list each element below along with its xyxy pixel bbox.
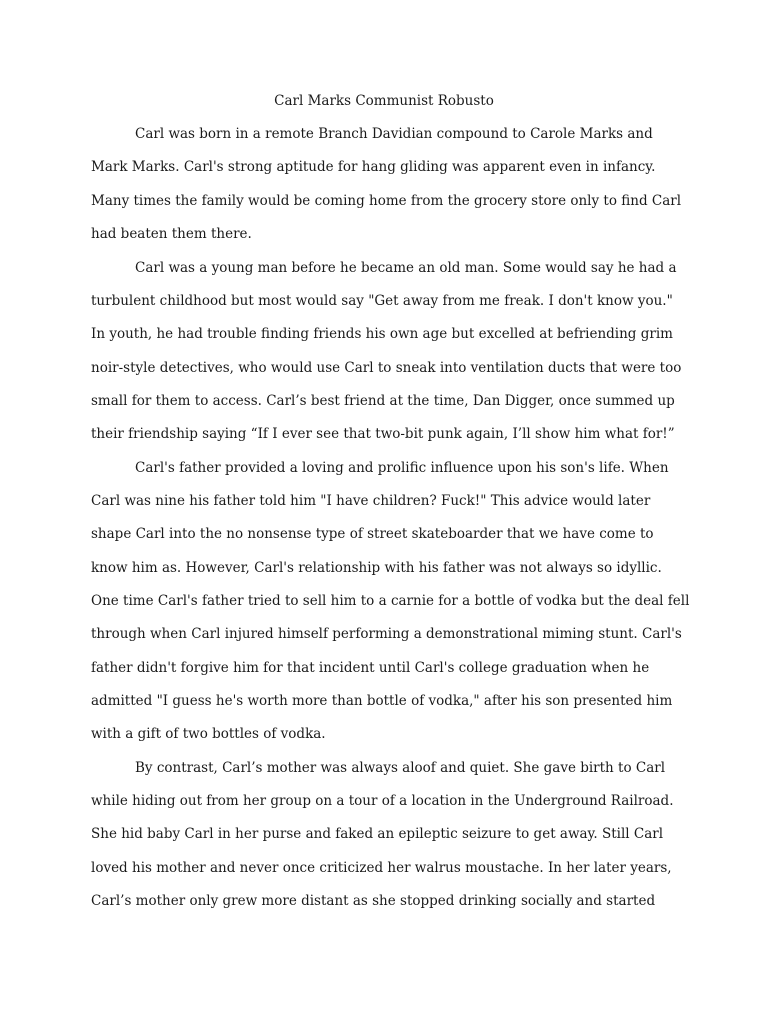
paragraph-line: Carl was nine his father told him "I have children? Fuck!" This advice would later: [91, 493, 651, 509]
paragraph-line: through when Carl injured himself performing a demonstrational miming stunt. Carl's: [91, 626, 682, 642]
paragraph-line: had beaten them there.: [91, 226, 252, 242]
paragraph-line: small for them to access. Carl’s best friend at the time, Dan Digger, once summed up: [91, 393, 675, 409]
paragraph-line: Mark Marks. Carl's strong aptitude for hang gliding was apparent even in infancy.: [91, 159, 656, 175]
paragraph-line: with a gift of two bottles of vodka.: [91, 726, 326, 742]
paragraph-line: know him as. However, Carl's relationship with his father was not always so idyllic.: [91, 560, 662, 576]
paragraph-line: Carl’s mother only grew more distant as she stopped drinking socially and started: [91, 893, 656, 909]
paragraph-line: father didn't forgive him for that incident until Carl's college graduation when he: [91, 660, 650, 676]
paragraph-line: Many times the family would be coming home from the grocery store only to find Carl: [91, 193, 682, 209]
paragraph-line: loved his mother and never once criticized her walrus moustache. In her later years,: [91, 860, 672, 876]
paragraph-line: In youth, he had trouble finding friends his own age but excelled at befriending grim: [91, 326, 673, 342]
paragraph-line: turbulent childhood but most would say "Get away from me freak. I don't know you.": [91, 293, 673, 309]
paragraph-line: shape Carl into the no nonsense type of street skateboarder that we have come to: [91, 526, 654, 542]
document-title: Carl Marks Communist Robusto: [274, 93, 494, 109]
paragraph-line: By contrast, Carl’s mother was always aloof and quiet. She gave birth to Carl: [135, 760, 666, 776]
paragraph-line: noir-style detectives, who would use Carl to sneak into ventilation ducts that were too: [91, 360, 682, 376]
paragraph-line: admitted "I guess he's worth more than bottle of vodka," after his son presented him: [91, 693, 673, 709]
paragraph-line: while hiding out from her group on a tour of a location in the Underground Railroad.: [91, 793, 674, 809]
paragraph-line: Carl's father provided a loving and prolific influence upon his son's life. When: [135, 460, 669, 476]
paragraph-line: Carl was a young man before he became an old man. Some would say he had a: [135, 260, 677, 276]
paragraph-line: their friendship saying “If I ever see that two-bit punk again, I’ll show him what for!”: [91, 426, 675, 442]
paragraph-line: Carl was born in a remote Branch Davidian compound to Carole Marks and: [135, 126, 653, 142]
paragraph-line: She hid baby Carl in her purse and faked an epileptic seizure to get away. Still Carl: [91, 826, 664, 842]
paragraph-line: One time Carl's father tried to sell him to a carnie for a bottle of vodka but the deal fell: [91, 593, 690, 609]
